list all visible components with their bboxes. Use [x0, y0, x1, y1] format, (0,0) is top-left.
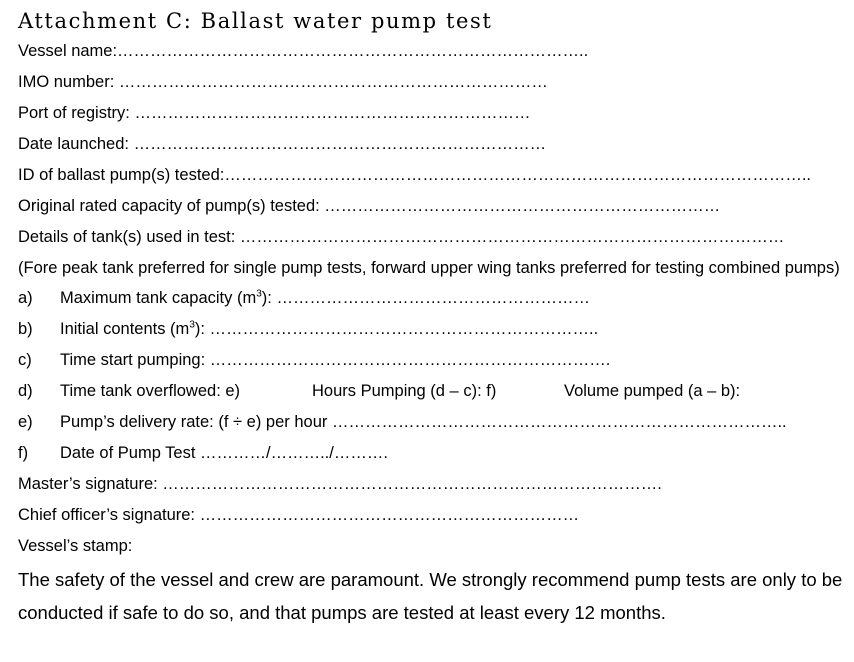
item-e-text: Pump’s delivery rate: (f ÷ e) per hour ………………………………………………………………………..: [60, 413, 787, 431]
item-c-text: Time start pumping: ……………………………………………………………….: [60, 351, 611, 369]
item-d-hours-pumping-text: Hours Pumping (d – c): f): [312, 382, 497, 400]
superscript: 3: [256, 288, 262, 300]
master-signature-field[interactable]: Master’s signature: ……………………………………………………………………………….: [18, 475, 662, 493]
imo-number-field[interactable]: IMO number: ……………………………………………………………………: [18, 73, 548, 91]
vessel-name-field[interactable]: Vessel name:…………………………………………………………………………..: [18, 42, 589, 60]
form-page: [18, 6, 848, 629]
item-b-label: b): [18, 320, 33, 338]
chief-officer-signature-field[interactable]: Chief officer’s signature: ……………………………………………………………: [18, 506, 580, 524]
form-title: Attachment C: Ballast water pump test: [18, 9, 493, 33]
item-f-date-of-pump-test[interactable]: [18, 438, 848, 469]
item-d-time-tank-overflowed[interactable]: [18, 376, 848, 407]
item-a-label: a): [18, 289, 33, 307]
tank-details-field[interactable]: Details of tank(s) used in test: ………………………………………………………………………………………: [18, 228, 785, 246]
item-a-text: Maximum tank capacity $(m^3)$: …………………………………………………: [60, 288, 590, 307]
item-c-label: c): [18, 351, 32, 369]
port-of-registry-field[interactable]: Port of registry: ………………………………………………………………: [18, 104, 531, 122]
tank-note: (Fore peak tank preferred for single pump tests, forward upper wing tanks preferred for testing combined pumps): [18, 259, 840, 277]
item-f-text: Date of Pump Test …………/………../……….: [60, 444, 388, 462]
item-d-overflow-text: Time tank overflowed: e): [60, 382, 241, 400]
item-a-max-tank-capacity[interactable]: [18, 283, 848, 314]
item-d-label: d): [18, 382, 33, 400]
item-b-text: Initial contents $(m^3)$: ……………………………………………………………..: [60, 319, 599, 338]
date-launched-field[interactable]: Date launched: …………………………………………………………………: [18, 135, 547, 153]
rated-capacity-field[interactable]: Original rated capacity of pump(s) tested: ………………………………………………………………: [18, 197, 721, 215]
safety-notice: The safety of the vessel and crew are paramount. We strongly recommend pump tests are only to be conducted if safe to do so, and that pumps are tested at least every 12 months.: [18, 569, 843, 623]
vessel-stamp-field[interactable]: Vessel’s stamp:: [18, 537, 133, 555]
item-f-label: f): [18, 444, 29, 462]
superscript: 3: [189, 319, 195, 331]
item-e-delivery-rate[interactable]: [18, 407, 848, 438]
item-b-initial-contents[interactable]: [18, 314, 848, 345]
pump-id-field[interactable]: ID of ballast pump(s) tested:……………………………………………………………………………………………..: [18, 166, 812, 184]
item-e-label: e): [18, 413, 33, 431]
item-d-volume-pumped-text: Volume pumped (a – b):: [564, 382, 741, 400]
item-c-time-start-pumping[interactable]: [18, 345, 848, 376]
